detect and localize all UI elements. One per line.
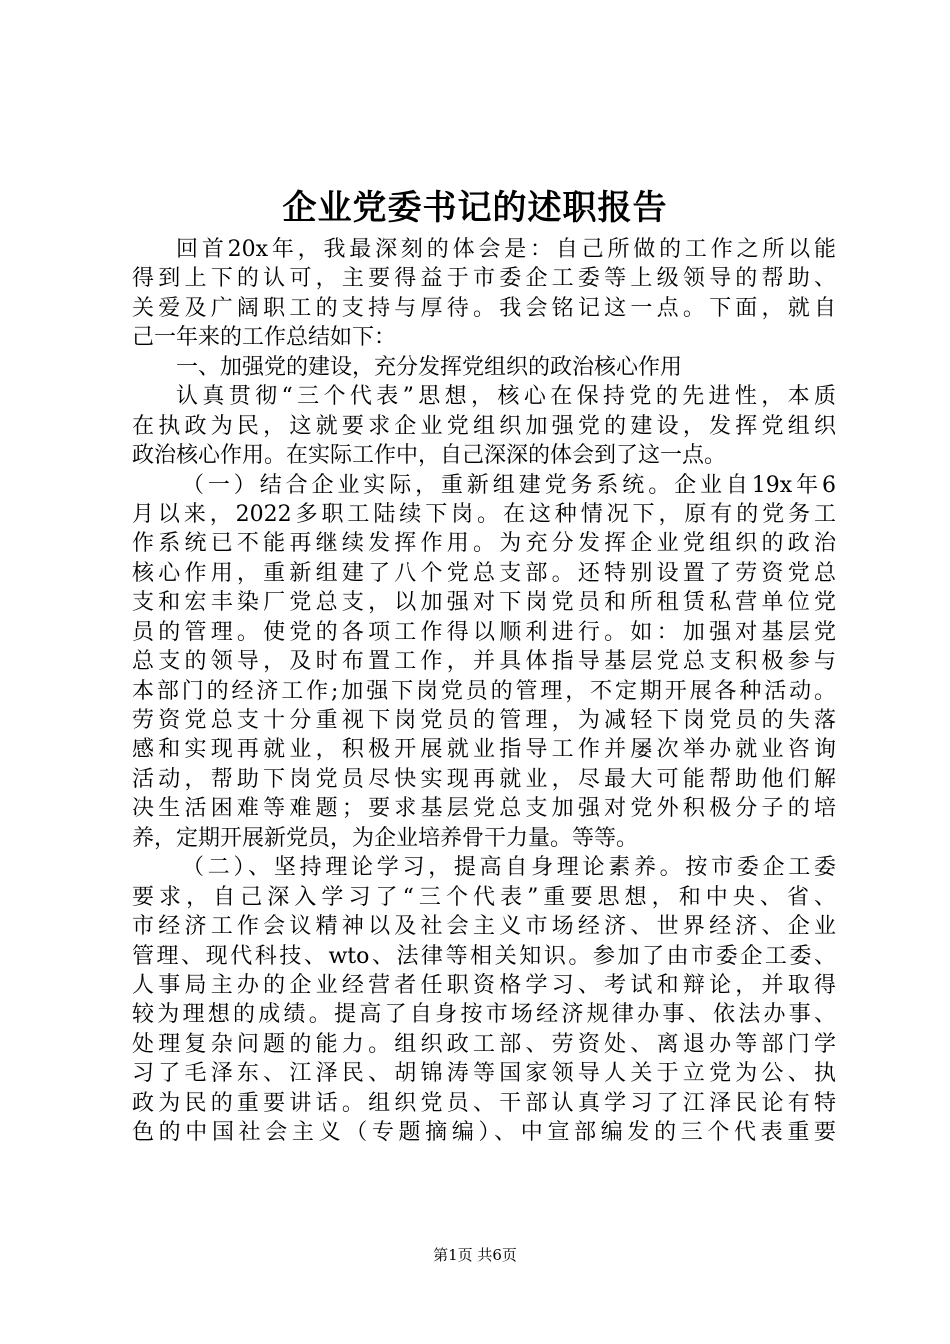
- section-heading: 一、加强党的建设，充分发挥党组织的政治核心作用: [176, 354, 683, 380]
- paragraph-line: （一）结合企业实际，重新组建党务系统。企业自19x年6: [182, 472, 836, 498]
- paragraph-line: 回首20x年，我最深刻的体会是：自己所做的工作之所以能: [176, 237, 836, 262]
- paragraph-line: 要求，自己深入学习了“三个代表”重要思想，和中央、省、: [132, 884, 836, 910]
- paragraph-line: 政治核心作用。在实际工作中，自己深深的体会到了这一点。: [132, 443, 727, 469]
- paragraph-line: 支和宏丰染厂党总支，以加强对下岗党员和所租赁私营单位党: [132, 590, 836, 616]
- page-number-footer: 第1页 共6页: [433, 1246, 517, 1264]
- paragraph-line: 人事局主办的企业经营者任职资格学习、考试和辩论，并取得: [132, 972, 836, 998]
- paragraph-line: （二）、坚持理论学习，提高自身理论素养。按市委企工委: [182, 855, 836, 881]
- paragraph-line: 色的中国社会主义（专题摘编）、中宣部编发的三个代表重要: [132, 1120, 836, 1146]
- paragraph-line: 管理、现代科技、wto、法律等相关知识。参加了由市委企工委、: [132, 943, 836, 969]
- paragraph-line: 己一年来的工作总结如下：: [132, 325, 397, 351]
- paragraph-line: 较为理想的成绩。提高了自身按市场经济规律办事、依法办事、: [132, 1002, 836, 1028]
- paragraph-line: 作系统已不能再继续发挥作用。为充分发挥企业党组织的政治: [132, 531, 836, 557]
- paragraph-line: 习了毛泽东、江泽民、胡锦涛等国家领导人关于立党为公、执: [132, 1061, 836, 1087]
- paragraph-line: 决生活困难等难题；要求基层党总支加强对党外积极分子的培: [132, 796, 836, 822]
- document-body: [132, 235, 836, 1148]
- paragraph-line: 劳资党总支十分重视下岗党员的管理，为减轻下岗党员的失落: [132, 708, 836, 733]
- paragraph-line: 总支的领导，及时布置工作，并具体指导基层党总支积极参与: [132, 649, 836, 675]
- paragraph-line: 处理复杂问题的能力。组织政工部、劳资处、离退办等部门学: [132, 1031, 836, 1057]
- paragraph-line: 核心作用，重新组建了八个党总支部。还特别设置了劳资党总: [132, 560, 836, 586]
- paragraph-line: 关爱及广阔职工的支持与厚待。我会铭记这一点。下面，就自: [132, 295, 836, 321]
- paragraph-line: 养，定期开展新党员，为企业培养骨干力量。等等。: [132, 825, 639, 851]
- paragraph-line: 市经济工作会议精神以及社会主义市场经济、世界经济、企业: [132, 914, 836, 940]
- paragraph-line: 感和实现再就业，积极开展就业指导工作并屡次举办就业咨询: [132, 737, 836, 763]
- paragraph-line: 活动，帮助下岗党员尽快实现再就业，尽最大可能帮助他们解: [132, 766, 836, 792]
- paragraph-line: 认真贯彻“三个代表”思想，核心在保持党的先进性，本质: [176, 384, 836, 410]
- paragraph-line: 在执政为民，这就要求企业党组织加强党的建设，发挥党组织: [132, 413, 836, 439]
- paragraph-line: 政为民的重要讲话。组织党员、干部认真学习了江泽民论有特: [132, 1090, 836, 1116]
- document-title: 企业党委书记的述职报告: [282, 188, 668, 228]
- paragraph-line: 得到上下的认可，主要得益于市委企工委等上级领导的帮助、: [132, 266, 836, 292]
- paragraph-line: 员的管理。使党的各项工作得以顺利进行。如：加强对基层党: [132, 619, 836, 645]
- paragraph-line: 月以来，2022多职工陆续下岗。在这种情况下，原有的党务工: [132, 501, 836, 527]
- paragraph-line: 本部门的经济工作;加强下岗党员的管理，不定期开展各种活动。: [132, 678, 836, 704]
